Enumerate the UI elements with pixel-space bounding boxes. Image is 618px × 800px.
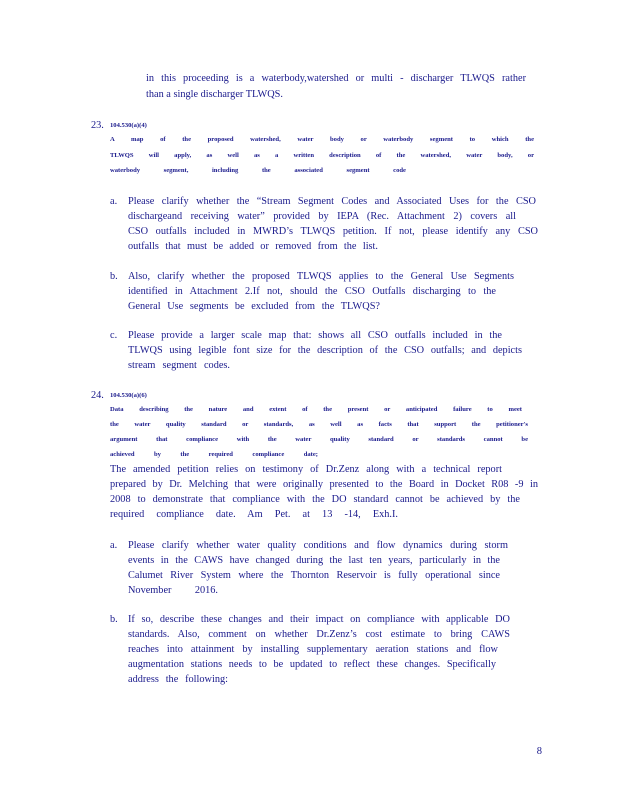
item-24b-label: b. bbox=[110, 614, 118, 625]
item-23a-line-4: outfalls that must be added or removed from the list. bbox=[128, 241, 378, 252]
item-23a-line-3: CSO outfalls included in MWRD’s TLWQS petition. If not, please identify any CSO bbox=[128, 226, 538, 237]
item-23a-line-1: Please clarify whether the “Stream Segment Codes and Associated Uses for the CSO bbox=[128, 196, 536, 207]
item-23b-label: b. bbox=[110, 271, 118, 282]
item-23c-line-3: stream segment codes. bbox=[128, 360, 230, 371]
item-24b-line-5: address the following: bbox=[128, 674, 228, 685]
item-23c-label: c. bbox=[110, 330, 118, 341]
intro-line-2: than a single discharger TLWQS. bbox=[146, 89, 283, 100]
item-24-para-line-3: 2008 to demonstrate that compliance with the DO standard cannot be achieved by the bbox=[110, 494, 520, 505]
item-24a-line-2: events in the CAWS have changed during the last ten years, particularly in the bbox=[128, 555, 500, 566]
item-23b-line-3: General Use segments be excluded from the TLWQS? bbox=[128, 301, 380, 312]
item-24a-line-3: Calumet River System where the Thornton Reservoir is fully operational since bbox=[128, 570, 500, 581]
item-24b-line-4: augmentation stations needs to be updated to reflect these changes. Specifically bbox=[128, 659, 496, 670]
item-24b-line-2: standards. Also, comment on whether Dr.Zenz’s cost estimate to bring CAWS bbox=[128, 629, 510, 640]
item-24b-line-1: If so, describe these changes and their impact on compliance with applicable DO bbox=[128, 614, 510, 625]
item-23b-line-1: Also, clarify whether the proposed TLWQS applies to the General Use Segments bbox=[128, 271, 514, 282]
item-24-req-line-3: argument that compliance with the water quality standard or standards cannot be bbox=[110, 436, 528, 443]
item-23-citation: 104.530(a)(4) bbox=[110, 122, 147, 129]
item-23-req-line-1: A map of the proposed watershed, water body or waterbody segment to which the bbox=[110, 136, 534, 143]
item-24-req-line-1: Data describing the nature and extent of the present or anticipated failure to meet bbox=[110, 406, 522, 413]
item-24-req-line-2: the water quality standard or standards, as well as facts that support the petitioner's bbox=[110, 421, 528, 428]
item-23-req-line-2: TLWQS will apply, as well as a written description of the watershed, water body, or bbox=[110, 152, 534, 159]
item-24b-line-3: reaches into attainment by installing supplementary aeration stations and flow bbox=[128, 644, 498, 655]
item-24-para-line-4: required compliance date. Am Pet. at 13 -14, Exh.I. bbox=[110, 509, 398, 520]
item-24-number: 24. bbox=[91, 390, 104, 401]
item-24a-line-4: November 2016. bbox=[128, 585, 218, 596]
item-23a-label: a. bbox=[110, 196, 118, 207]
item-23c-line-1: Please provide a larger scale map that: shows all CSO outfalls included in the bbox=[128, 330, 502, 341]
page-number: 8 bbox=[536, 746, 542, 757]
item-24-para-line-2: prepared by Dr. Melching that were originally presented to the Board in Docket R08 -9 in bbox=[110, 479, 538, 490]
item-23-number: 23. bbox=[91, 120, 104, 131]
item-24a-label: a. bbox=[110, 540, 118, 551]
item-24-para-line-1: The amended petition relies on testimony of Dr.Zenz along with a technical report bbox=[110, 464, 502, 475]
item-23b-line-2: identified in Attachment 2.If not, should the CSO Outfalls discharging to the bbox=[128, 286, 496, 297]
item-24-citation: 104.530(a)(6) bbox=[110, 392, 147, 399]
item-23c-line-2: TLWQS using legible font size for the description of the CSO outfalls; and depicts bbox=[128, 345, 522, 356]
item-24-req-line-4: achieved by the required compliance date; bbox=[110, 451, 318, 458]
item-23-req-line-3: waterbody segment, including the associated segment code bbox=[110, 167, 406, 174]
item-24a-line-1: Please clarify whether water quality conditions and flow dynamics during storm bbox=[128, 540, 508, 551]
intro-line-1: in this proceeding is a waterbody,watershed or multi - discharger TLWQS rather bbox=[146, 73, 526, 84]
item-23a-line-2: dischargeand receiving water” provided by IEPA (Rec. Attachment 2) covers all bbox=[128, 211, 516, 222]
